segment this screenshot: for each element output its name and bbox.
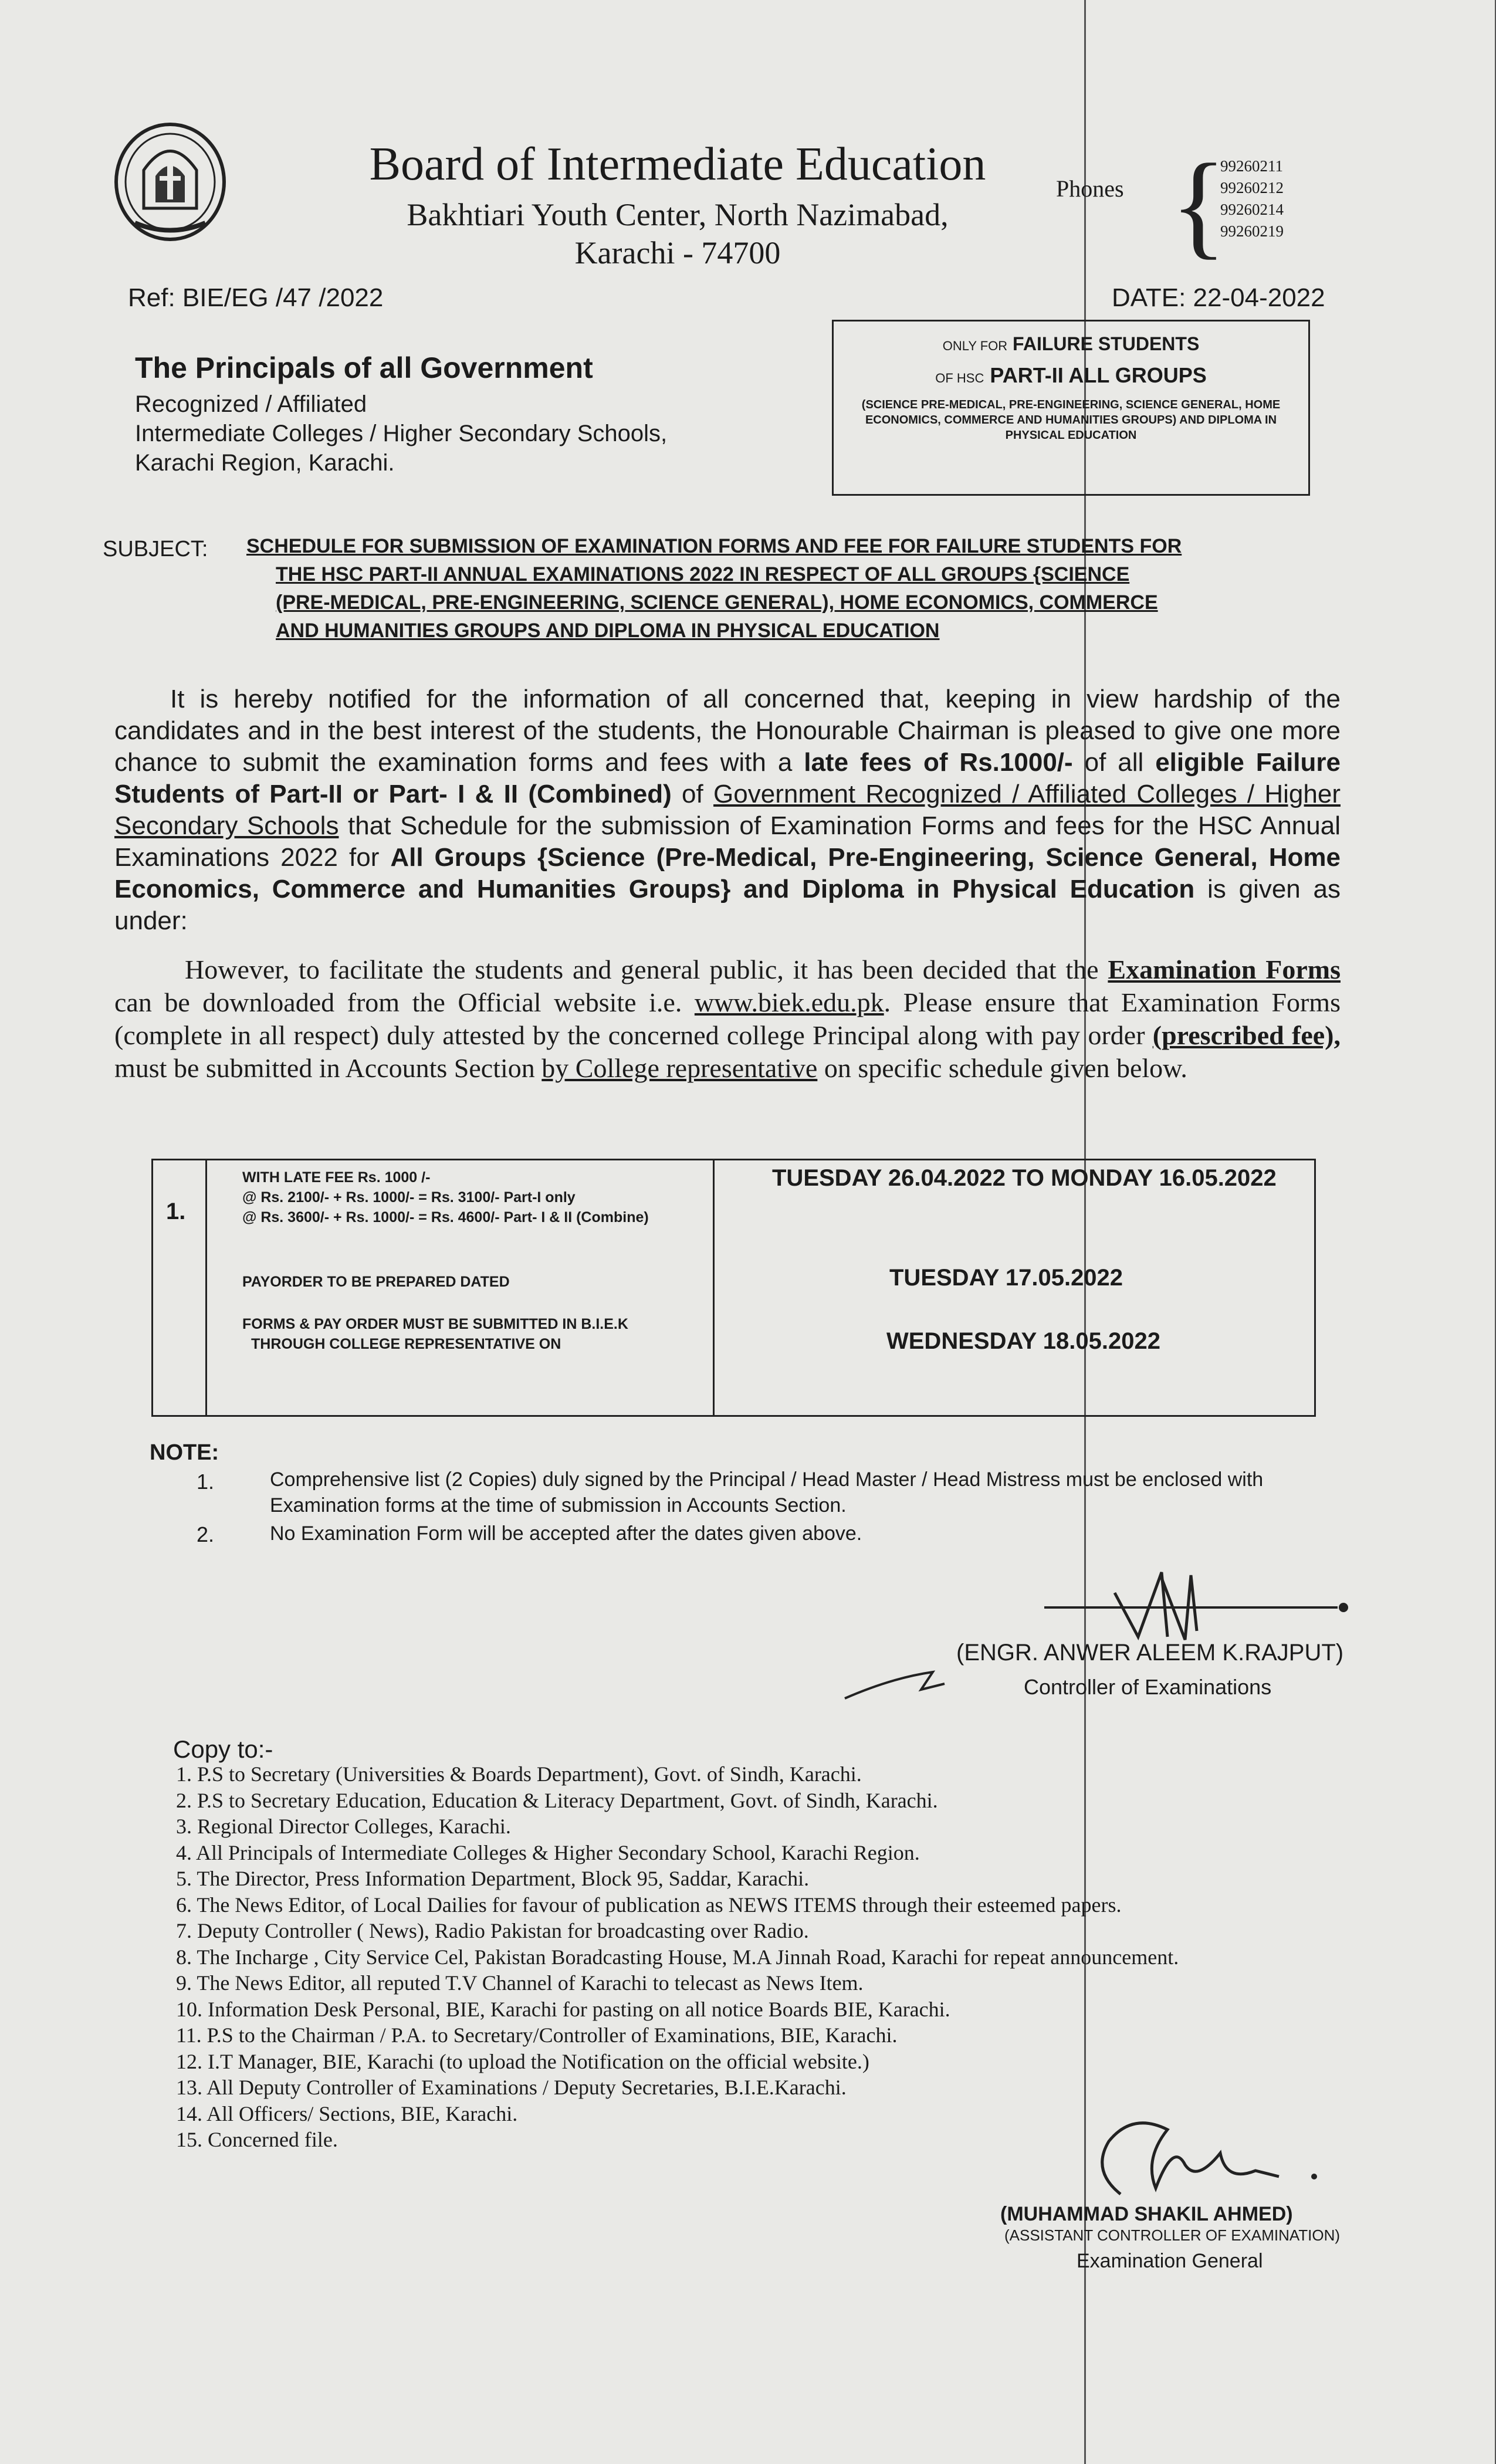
para1-bold: All Groups {Science (Pre-Medical, Pre-Engineering, Science General, Home Economics, Commerce and Humanities Groups} and Diploma in Physical Education [114, 843, 1341, 903]
board-title: Board of Intermediate Education [369, 138, 986, 190]
list-item: 1. P.S to Secretary (Universities & Boards Department), Govt. of Sindh, Karachi. [176, 1762, 862, 1786]
list-item: 10. Information Desk Personal, BIE, Karachi for pasting on all notice Boards BIE, Karachi. [176, 1997, 950, 2021]
fee-line: WITH LATE FEE Rs. 1000 /- [242, 1169, 431, 1186]
controller-name: (ENGR. ANWER ALEEM K.RAJPUT) [956, 1640, 1344, 1666]
para2-underline: by College representative [541, 1053, 818, 1083]
phone-numbers [1220, 155, 1284, 242]
audience-box [832, 320, 1310, 496]
phone-number: 99260212 [1220, 179, 1284, 197]
schedule-number-cell [153, 1160, 207, 1415]
assistant-controller-dept: Examination General [1077, 2250, 1263, 2272]
phone-number: 99260214 [1220, 201, 1284, 218]
payorder-date: TUESDAY 17.05.2022 [889, 1265, 1123, 1291]
schedule-details-cell [207, 1160, 715, 1415]
submit-label: FORMS & PAY ORDER MUST BE SUBMITTED IN B.I.E.K [242, 1316, 628, 1332]
para2-text: on specific schedule given below. [817, 1053, 1187, 1083]
list-item: 12. I.T Manager, BIE, Karachi (to upload the Notification on the official website.) [176, 2049, 869, 2073]
copy-to-list [176, 1761, 1179, 2153]
list-item: 8. The Incharge , City Service Cel, Pakistan Boradcasting House, M.A Jinnah Road, Karachi for repeat announcement. [176, 1945, 1179, 1969]
para1-text: that Schedule for the submission of Examination Forms and fees for the HSC Annual Examinations 2022 for [114, 811, 1341, 872]
list-item: 13. All Deputy Controller of Examinations / Deputy Secretaries, B.I.E.Karachi. [176, 2076, 847, 2099]
para1-text: of [671, 780, 714, 808]
brace-glyph: { [1170, 140, 1227, 270]
note-heading: NOTE: [150, 1440, 219, 1465]
box-line3: (SCIENCE PRE-MEDICAL, PRE-ENGINEERING, SCIENCE GENERAL, HOME ECONOMICS, COMMERCE AND HUMANITIES GROUPS) AND DIPLOMA IN PHYSICAL EDUCATION [861, 398, 1281, 442]
copy-to-heading: Copy to:- [173, 1735, 273, 1763]
para2-bold-underline: Examination Forms [1108, 955, 1341, 984]
box-line1-main: FAILURE STUDENTS [1013, 333, 1200, 354]
list-item: 7. Deputy Controller ( News), Radio Pakistan for broadcasting over Radio. [176, 1919, 809, 1942]
paragraph-1 [114, 683, 1341, 937]
addressee-line: Intermediate Colleges / Higher Secondary Schools, [135, 421, 668, 446]
para2-text: must be submitted in Accounts Section [114, 1053, 542, 1083]
date-range: TUESDAY 26.04.2022 TO MONDAY 16.05.2022 [772, 1165, 1277, 1191]
fee-line: @ Rs. 2100/- + Rs. 1000/- = Rs. 3100/- Part-I only [242, 1189, 576, 1206]
phones-label: Phones [1056, 175, 1124, 202]
list-item: 4. All Principals of Intermediate Colleges & Higher Secondary School, Karachi Region. [176, 1840, 920, 1864]
paragraph-2 [114, 953, 1341, 1085]
para1-bold: eligible Failure Students of Part-II or Part- I & II (Combined) [114, 748, 1341, 808]
schedule-number: 1. [166, 1199, 186, 1224]
para1-underline: Government Recognized / Affiliated Colleges / Higher Secondary Schools [114, 780, 1341, 840]
list-item: 15. Concerned file. [176, 2128, 338, 2151]
para2-text: can be downloaded from the Official website i.e. [114, 987, 695, 1017]
subject-line: SCHEDULE FOR SUBMISSION OF EXAMINATION FORMS AND FEE FOR FAILURE STUDENTS FOR [246, 535, 1182, 557]
addressee-line: Recognized / Affiliated [135, 391, 367, 417]
controller-title: Controller of Examinations [1024, 1675, 1272, 1699]
para2-text: However, to facilitate the students and general public, it has been decided that the [185, 955, 1108, 984]
fee-line: @ Rs. 3600/- + Rs. 1000/- = Rs. 4600/- Part- I & II (Combine) [242, 1209, 649, 1226]
note-text: Comprehensive list (2 Copies) duly signed by the Principal / Head Master / Head Mistress must be enclosed with Examination forms at the time of submission in Accounts Section. [270, 1468, 1264, 1517]
reference-number: Ref: BIE/EG /47 /2022 [128, 283, 384, 312]
subject-text [246, 532, 1232, 645]
list-item: 3. Regional Director Colleges, Karachi. [176, 1815, 511, 1838]
note-number: 2. [197, 1522, 215, 1546]
website-link[interactable]: www.biek.edu.pk [694, 987, 884, 1017]
assistant-controller-signature [1085, 2106, 1332, 2206]
box-line2-main: PART-II ALL GROUPS [990, 363, 1207, 387]
para2-bold-underline: (prescribed fee), [1152, 1020, 1341, 1050]
box-line2-prefix: OF HSC [935, 371, 984, 385]
address-line-1: Bakhtiari Youth Center, North Nazimabad, [407, 197, 949, 232]
list-item: 5. The Director, Press Information Department, Block 95, Saddar, Karachi. [176, 1867, 810, 1890]
para1-text: It is hereby notified for the information of all concerned that, keeping in view hardship of the candidates and in the best interest of the students, the Honourable Chairman is pleased to give one more chance to submit the examination forms and fees with a [114, 685, 1341, 777]
list-item: 6. The News Editor, of Local Dailies for favour of publication as NEWS ITEMS through their esteemed papers. [176, 1893, 1122, 1917]
payorder-label: PAYORDER TO BE PREPARED DATED [242, 1274, 510, 1290]
list-item: 2. P.S to Secretary Education, Education & Literacy Department, Govt. of Sindh, Karachi. [176, 1788, 938, 1812]
para1-text: of all [1072, 748, 1156, 777]
list-item: 9. The News Editor, all reputed T.V Channel of Karachi to telecast as News Item. [176, 1971, 864, 1995]
box-line1-prefix: ONLY FOR [942, 339, 1008, 353]
phone-number: 99260211 [1220, 157, 1283, 175]
address-line-2: Karachi - 74700 [574, 235, 781, 270]
list-item: 11. P.S to the Chairman / P.A. to Secretary/Controller of Examinations, BIE, Karachi. [176, 2023, 898, 2047]
letter-date: DATE: 22-04-2022 [1112, 283, 1325, 312]
subject-line: (PRE-MEDICAL, PRE-ENGINEERING, SCIENCE GENERAL), HOME ECONOMICS, COMMERCE [276, 591, 1158, 614]
para2-text: . Please ensure that Examination Forms (complete in all respect) duly attested by the concerned college Principal along with pay order [114, 987, 1341, 1050]
assistant-controller-name: (MUHAMMAD SHAKIL AHMED) [1000, 2203, 1293, 2225]
list-item: 14. All Officers/ Sections, BIE, Karachi. [176, 2101, 518, 2125]
subject-line: AND HUMANITIES GROUPS AND DIPLOMA IN PHYSICAL EDUCATION [276, 620, 940, 642]
phone-number: 99260219 [1220, 222, 1284, 240]
subject-label: SUBJECT: [103, 537, 208, 561]
submit-date: WEDNESDAY 18.05.2022 [886, 1328, 1160, 1354]
subject-line: THE HSC PART-II ANNUAL EXAMINATIONS 2022 IN RESPECT OF ALL GROUPS {SCIENCE [276, 563, 1130, 585]
para1-bold: late fees of Rs.1000/- [804, 748, 1073, 777]
submit-label: THROUGH COLLEGE REPRESENTATIVE ON [251, 1336, 561, 1352]
schedule-table [151, 1159, 1316, 1417]
note-number: 1. [197, 1470, 215, 1494]
addressee-title: The Principals of all Government [135, 351, 593, 384]
assistant-controller-title: (ASSISTANT CONTROLLER OF EXAMINATION) [1004, 2226, 1341, 2244]
para1-text: is given as under: [114, 875, 1341, 935]
board-logo-seal [111, 120, 229, 243]
note-text: No Examination Form will be accepted after the dates given above. [270, 1522, 862, 1545]
addressee-line: Karachi Region, Karachi. [135, 450, 395, 476]
